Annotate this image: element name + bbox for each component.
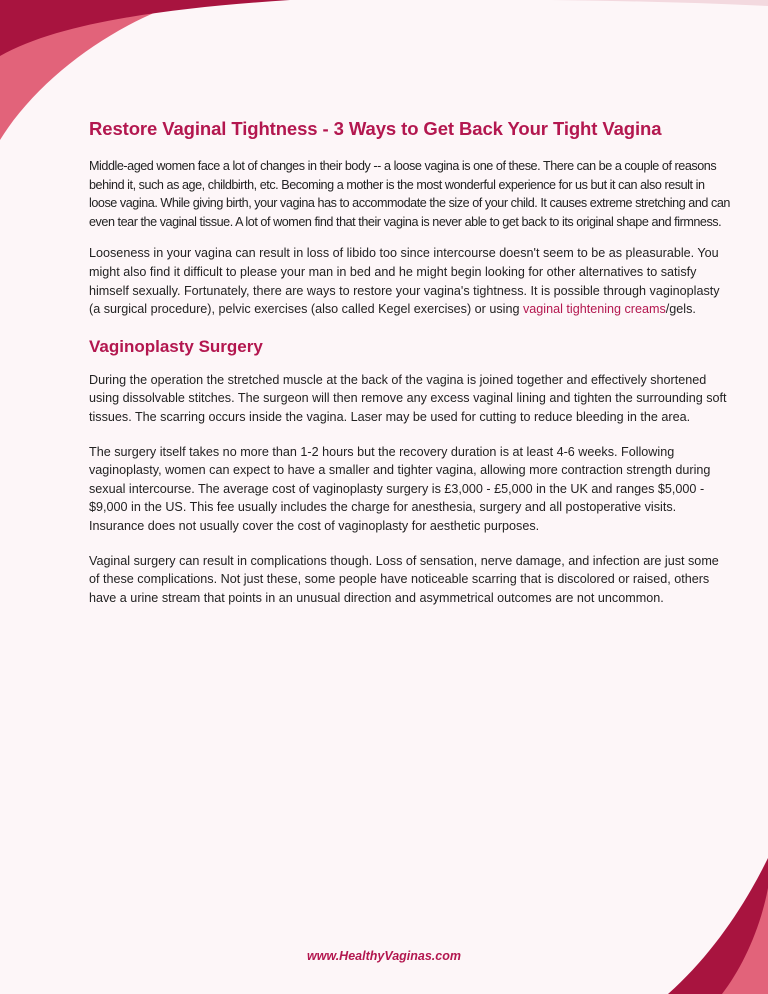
intro-paragraph-2-suffix: /gels. [665,302,696,317]
section-paragraph-3: Vaginal surgery can result in complications though. Loss of sensation, nerve damage, and infection are just some of these complications. Not just these, some people have noticeable scarring that is discolored or raised, others have a urine stream that points in an unusual direction and asymmetrical outcomes are not uncommon. [89,553,719,605]
intro-paragraph-2 [89,244,731,318]
article-body [89,118,731,620]
section-heading: Vaginoplasty Surgery [89,336,263,356]
intro-paragraph-1: Middle-aged women face a lot of changes in their body -- a loose vagina is one of these. There can be a couple of reasons behind it, such as age, childbirth, etc. Becoming a mother is the most wonderful experience for us but it can also result in loose vagina. While giving birth, your vagina has to accommodate the size of your child. It causes extreme stretching and can even tear the vaginal tissue. A lot of women find that their vagina is never able to get back to its original shape and firmness. [89,159,730,229]
section-paragraph-2: The surgery itself takes no more than 1-2 hours but the recovery duration is at least 4-6 weeks. Following vaginoplasty, women can expect to have a smaller and tighter vagina, allowing more contraction strength during sexual intercourse. The average cost of vaginoplasty surgery is £3,000 - £5,000 in the UK and ranges $5,000 - $9,000 in the US. This fee usually includes the charge for anesthesia, surgery and all postoperative visits. Insurance does not usually cover the cost of vaginoplasty for aesthetic purposes. [89,444,711,533]
page-title: Restore Vaginal Tightness - 3 Ways to Get Back Your Tight Vagina [89,118,662,139]
vaginal-tightening-creams-link[interactable]: vaginal tightening creams [522,302,666,317]
intro-paragraph-2-text: Looseness in your vagina can result in loss of libido too since intercourse doesn't seem to be as pleasurable. You might also find it difficult to please your man in bed and he might begin looking for other alternatives to satisfy himself sexually. Fortunately, there are ways to restore your vagina's tightness. It is possible through vaginoplasty (a surgical procedure), pelvic exercises (also called Kegel exercises) or using [89,246,720,317]
section-paragraph-1: During the operation the stretched muscle at the back of the vagina is joined together and effectively shortened using dissolvable stitches. The surgeon will then remove any excess vaginal lining and tighten the surrounding soft tissues. The scarring occurs inside the vagina. Laser may be used for cutting to reduce bleeding in the area. [89,372,727,424]
footer-website: www.HealthyVaginas.com [307,949,461,963]
